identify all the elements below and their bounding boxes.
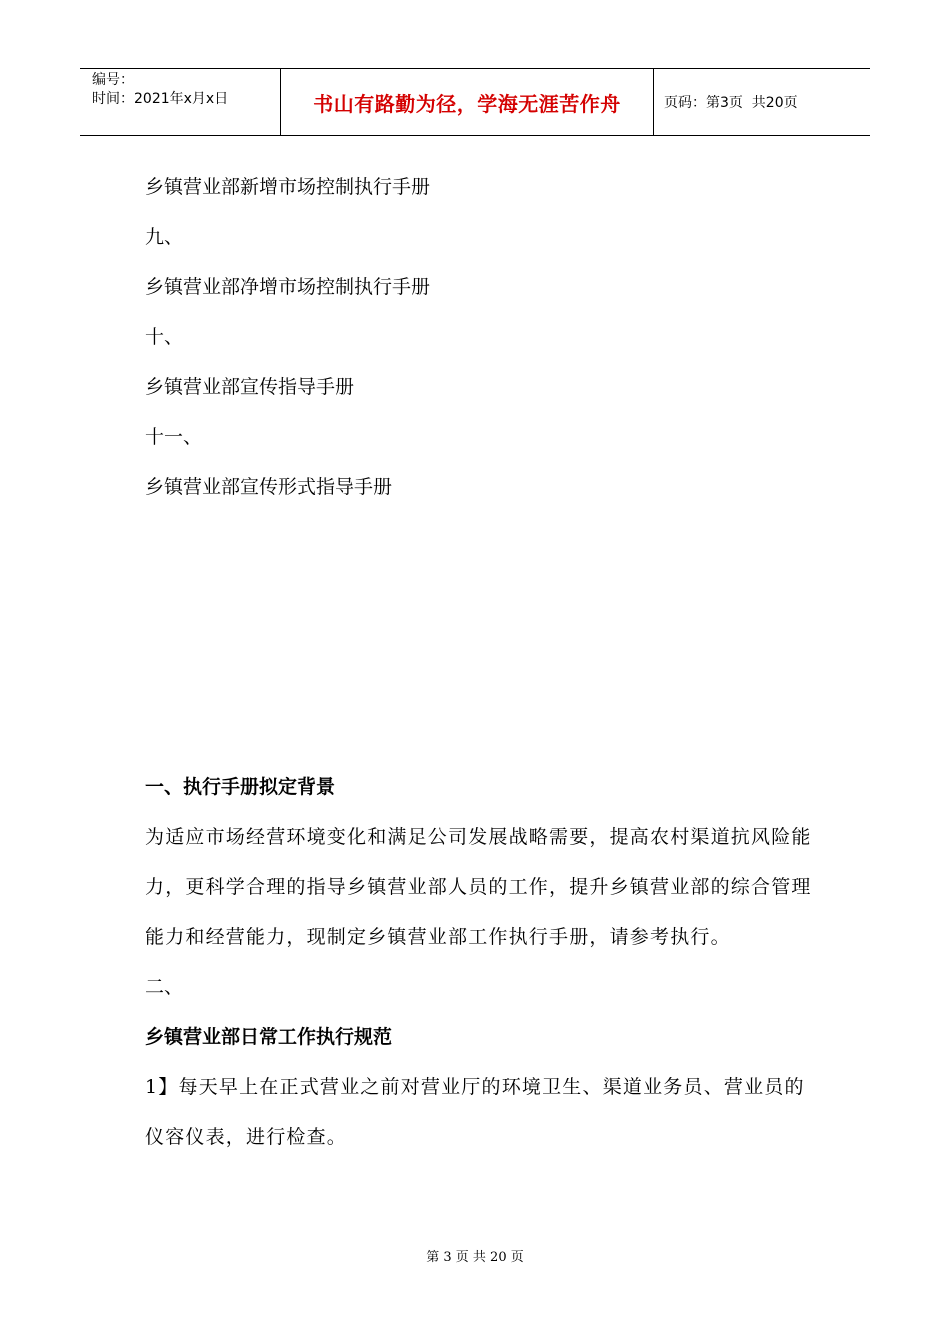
page-footer: 第 3 页 共 20 页	[426, 1250, 524, 1265]
toc-number: 九、	[145, 226, 184, 248]
document-date-label: 时间：2021年x月x日	[92, 91, 229, 107]
header-meta-cell	[80, 69, 281, 135]
toc-number: 十、	[145, 326, 184, 348]
toc-number: 十一、	[145, 426, 203, 448]
list-item: 1】每天早上在正式营业之前对营业厅的环境卫生、渠道业务员、营业员的仪容仪表，进行检查。	[145, 1076, 805, 1148]
section-heading: 一、执行手册拟定背景	[145, 776, 336, 798]
section-heading: 乡镇营业部日常工作执行规范	[145, 1026, 393, 1048]
section-paragraph: 为适应市场经营环境变化和满足公司发展战略需要，提高农村渠道抗风险能力，更科学合理的指导乡镇营业部人员的工作，提升乡镇营业部的综合管理能力和经营能力，现制定乡镇营业部工作执行手册，请参考执行。	[145, 826, 812, 948]
toc-entry: 乡镇营业部净增市场控制执行手册	[145, 276, 431, 298]
header-motto: 书山有路勤为径，学海无涯苦作舟	[313, 91, 621, 116]
document-body	[145, 162, 815, 1162]
toc-entry: 乡镇营业部宣传形式指导手册	[145, 476, 393, 498]
header-motto-cell	[281, 69, 654, 135]
toc-entry: 乡镇营业部新增市场控制执行手册	[145, 176, 431, 198]
section-number: 二、	[145, 976, 184, 998]
toc-entry: 乡镇营业部宣传指导手册	[145, 376, 355, 398]
header-page-cell	[654, 69, 870, 135]
page-header	[80, 68, 870, 136]
document-number-label: 编号：	[92, 72, 134, 88]
blank-space	[145, 512, 815, 762]
header-page-info: 页码：第3页 共20页	[664, 95, 798, 111]
